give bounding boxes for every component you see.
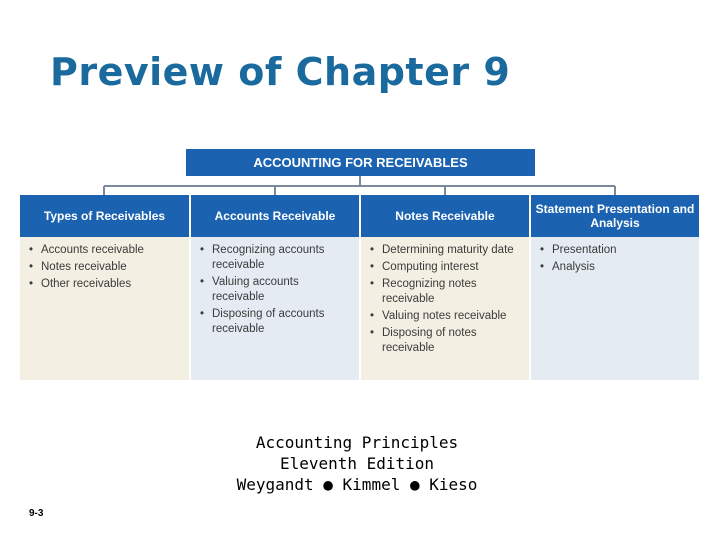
list-item: • Analysis: [539, 260, 693, 275]
page-number: 9-3: [29, 508, 44, 519]
list-item: • Presentation: [539, 243, 693, 258]
column-header-accounts-receivable: Accounts Receivable: [191, 195, 359, 237]
list-item: • Determining maturity date: [369, 243, 523, 258]
book-authors: Weygandt ● Kimmel ● Kieso: [236, 475, 478, 494]
list-item: • Disposing of notes receivable: [369, 326, 523, 356]
column-body-notes-receivable: [361, 237, 529, 380]
book-credit: [0, 432, 714, 495]
list-item: • Recognizing notes receivable: [369, 277, 523, 307]
column-body-accounts-receivable: [191, 237, 359, 380]
list-item: • Other receivables: [28, 277, 183, 292]
list-item: • Notes receivable: [28, 260, 183, 275]
list-item: • Valuing notes receivable: [369, 309, 523, 324]
column-body-statement-presentation: [531, 237, 699, 380]
list-item: • Disposing of accounts receivable: [199, 307, 353, 337]
column-body-types: [20, 237, 189, 380]
column-header-notes-receivable: Notes Receivable: [361, 195, 529, 237]
slide-title: Preview of Chapter 9: [50, 50, 511, 94]
column-header-types: Types of Receivables: [20, 195, 189, 237]
book-edition: Eleventh Edition: [279, 454, 435, 473]
list-item: • Computing interest: [369, 260, 523, 275]
org-chart-root-label: ACCOUNTING FOR RECEIVABLES: [253, 155, 468, 170]
column-header-statement-presentation: Statement Presentation and Analysis: [531, 195, 699, 237]
list-item: • Valuing accounts receivable: [199, 275, 353, 305]
list-item: • Recognizing accounts receivable: [199, 243, 353, 273]
book-title: Accounting Principles: [255, 433, 459, 452]
list-item: • Accounts receivable: [28, 243, 183, 258]
